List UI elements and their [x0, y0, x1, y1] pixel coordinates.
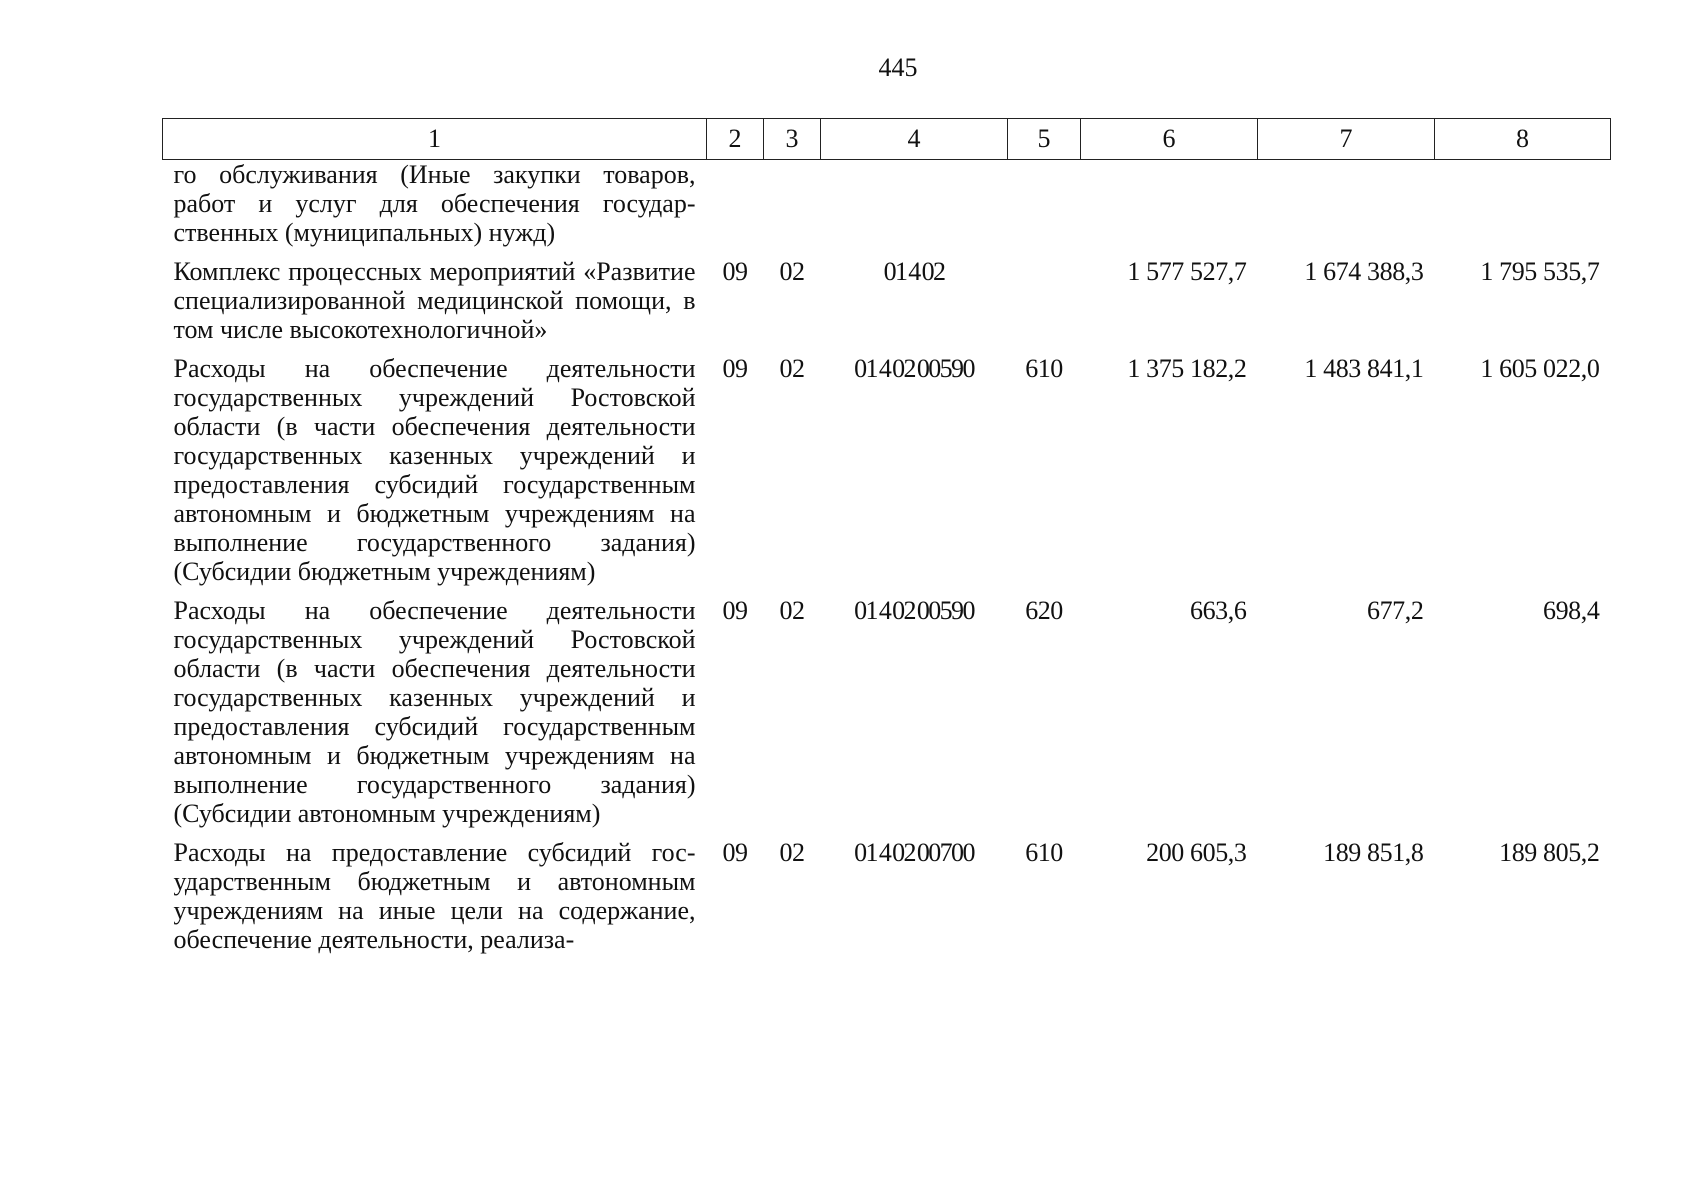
row-subsection: 02 — [779, 596, 805, 625]
row-subsection: 02 — [779, 354, 805, 383]
page-number: 445 — [878, 53, 918, 82]
header-cell-8: 8 — [1435, 119, 1611, 160]
row-expense-type: 610 — [1025, 838, 1063, 867]
row-value-col7: 1 674 388,3 — [1304, 257, 1424, 286]
row-value-col6: 200 605,3 — [1146, 838, 1247, 867]
table-row — [163, 344, 1611, 586]
header-cell-7: 7 — [1258, 119, 1435, 160]
table-header — [163, 119, 1611, 160]
row-section: 09 — [722, 354, 748, 383]
row-value-col7: 1 483 841,1 — [1304, 354, 1424, 383]
row-value-col8 — [1435, 160, 1611, 248]
row-description: Комплекс процессных мероприятий «Развитие специализированной медицинской помощи, в том числе высокотехнологичной» — [173, 257, 696, 344]
row-value-col8: 1 795 535,7 — [1480, 257, 1600, 286]
row-description: Расходы на обеспечение деятельности государственных учреждений Ростовской области (в части обеспечения деятельности государственных казенных учреждений и предоставления субсидий государственным автономным и бюджетным учреждениям на выполнение государственного задания) (Субсидии бюджетным учреждениям) — [173, 354, 696, 586]
row-section: 09 — [722, 838, 748, 867]
row-target-article: 01 4 02 — [883, 257, 945, 286]
table-row — [163, 828, 1611, 954]
row-value-col8: 189 805,2 — [1499, 838, 1600, 867]
header-cell-1: 1 — [163, 119, 707, 160]
row-section: 09 — [722, 596, 748, 625]
row-expense-type — [1008, 160, 1081, 248]
row-description: го обслуживания (Иные закупки товаров, работ и услуг для обеспечения государственных (муниципальных) нужд) — [173, 160, 696, 247]
row-description: Расходы на обеспечение деятельности государственных учреждений Ростовской области (в части обеспечения деятельности государственных казенных учреждений и предоставления субсидий государственным автономным и бюджетным учреждениям на выполнение государственного задания) (Субсидии автономным учреждениям) — [173, 596, 696, 828]
row-subsection: 02 — [779, 838, 805, 867]
row-target-article: 01 4 02 00590 — [854, 354, 974, 383]
row-expense-type: 610 — [1025, 354, 1063, 383]
header-cell-6: 6 — [1081, 119, 1258, 160]
row-section — [707, 160, 764, 248]
row-description: Расходы на предоставление субсидий государственным бюджетным и автономным учреждениям на иные цели на содержание, обеспечение деятельности, реализа- — [173, 838, 696, 954]
header-cell-4: 4 — [821, 119, 1008, 160]
row-target-article — [821, 160, 1008, 248]
row-expense-type — [1008, 247, 1081, 344]
header-cell-3: 3 — [764, 119, 821, 160]
row-subsection: 02 — [779, 257, 805, 286]
row-value-col6: 1 375 182,2 — [1127, 354, 1247, 383]
row-value-col6: 663,6 — [1189, 596, 1247, 625]
row-value-col8: 1 605 022,0 — [1480, 354, 1600, 383]
row-subsection — [764, 160, 821, 248]
table-row — [163, 160, 1611, 248]
table-row — [163, 586, 1611, 828]
header-cell-5: 5 — [1008, 119, 1081, 160]
row-value-col7 — [1258, 160, 1435, 248]
row-value-col7: 677,2 — [1366, 596, 1424, 625]
row-target-article: 01 4 02 00700 — [854, 838, 974, 867]
row-value-col6: 1 577 527,7 — [1127, 257, 1247, 286]
row-value-col7: 189 851,8 — [1323, 838, 1424, 867]
row-value-col6 — [1081, 160, 1258, 248]
row-target-article: 01 4 02 00590 — [854, 596, 974, 625]
budget-table — [162, 118, 1611, 954]
header-cell-2: 2 — [707, 119, 764, 160]
row-value-col8: 698,4 — [1542, 596, 1600, 625]
row-expense-type: 620 — [1025, 596, 1063, 625]
table-row — [163, 247, 1611, 344]
row-section: 09 — [722, 257, 748, 286]
